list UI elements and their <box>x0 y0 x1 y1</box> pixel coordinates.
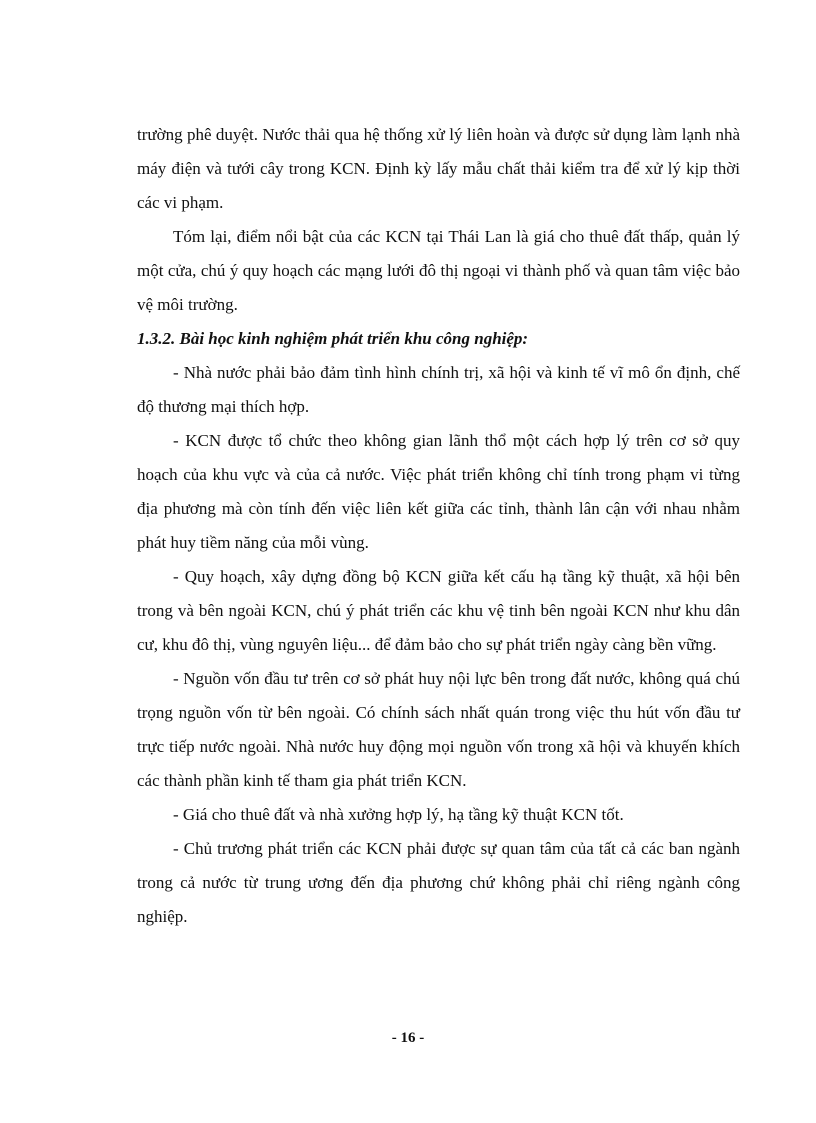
lesson-item: - Nhà nước phải bảo đảm tình hình chính trị, xã hội và kinh tế vĩ mô ổn định, chế độ thương mại thích hợp. <box>137 363 740 416</box>
lesson-item: - KCN được tổ chức theo không gian lãnh thổ một cách hợp lý trên cơ sở quy hoạch của khu vực và của cả nước. Việc phát triển không chỉ tính trong phạm vi từng địa phương mà còn tính đến việc liên kết giữa các tỉnh, thành lân cận với nhau nhằm phát huy tiềm năng của mỗi vùng. <box>137 431 740 552</box>
document-body <box>137 118 740 934</box>
paragraph-continuation: trường phê duyệt. Nước thải qua hệ thống xử lý liên hoàn và được sử dụng làm lạnh nhà máy điện và tưới cây trong KCN. Định kỳ lấy mẫu chất thải kiểm tra để xử lý kịp thời các vi phạm. <box>137 125 740 212</box>
page-number: - 16 - <box>391 1030 425 1046</box>
lesson-item: - Nguồn vốn đầu tư trên cơ sở phát huy nội lực bên trong đất nước, không quá chú trọng nguồn vốn từ bên ngoài. Có chính sách nhất quán trong việc thu hút vốn đầu tư trực tiếp nước ngoài. Nhà nước huy động mọi nguồn vốn trong xã hội và khuyến khích các thành phần kinh tế tham gia phát triển KCN. <box>137 669 740 790</box>
lesson-item: - Giá cho thuê đất và nhà xưởng hợp lý, hạ tầng kỹ thuật KCN tốt. <box>173 805 624 824</box>
lesson-item: - Quy hoạch, xây dựng đồng bộ KCN giữa kết cấu hạ tầng kỹ thuật, xã hội bên trong và bên ngoài KCN, chú ý phát triển các khu vệ tinh bên ngoài KCN như khu dân cư, khu đô thị, vùng nguyên liệu... để đảm bảo cho sự phát triển ngày càng bền vững. <box>137 567 740 654</box>
section-heading: 1.3.2. Bài học kinh nghiệm phát triển khu công nghiệp: <box>137 329 529 348</box>
lesson-item: - Chủ trương phát triển các KCN phải được sự quan tâm của tất cả các ban ngành trong cả nước từ trung ương đến địa phương chứ không phải chỉ riêng ngành công nghiệp. <box>137 839 740 926</box>
paragraph-summary: Tóm lại, điểm nổi bật của các KCN tại Thái Lan là giá cho thuê đất thấp, quản lý một cửa, chú ý quy hoạch các mạng lưới đô thị ngoại vi thành phố và quan tâm việc bảo vệ môi trường. <box>137 227 740 314</box>
